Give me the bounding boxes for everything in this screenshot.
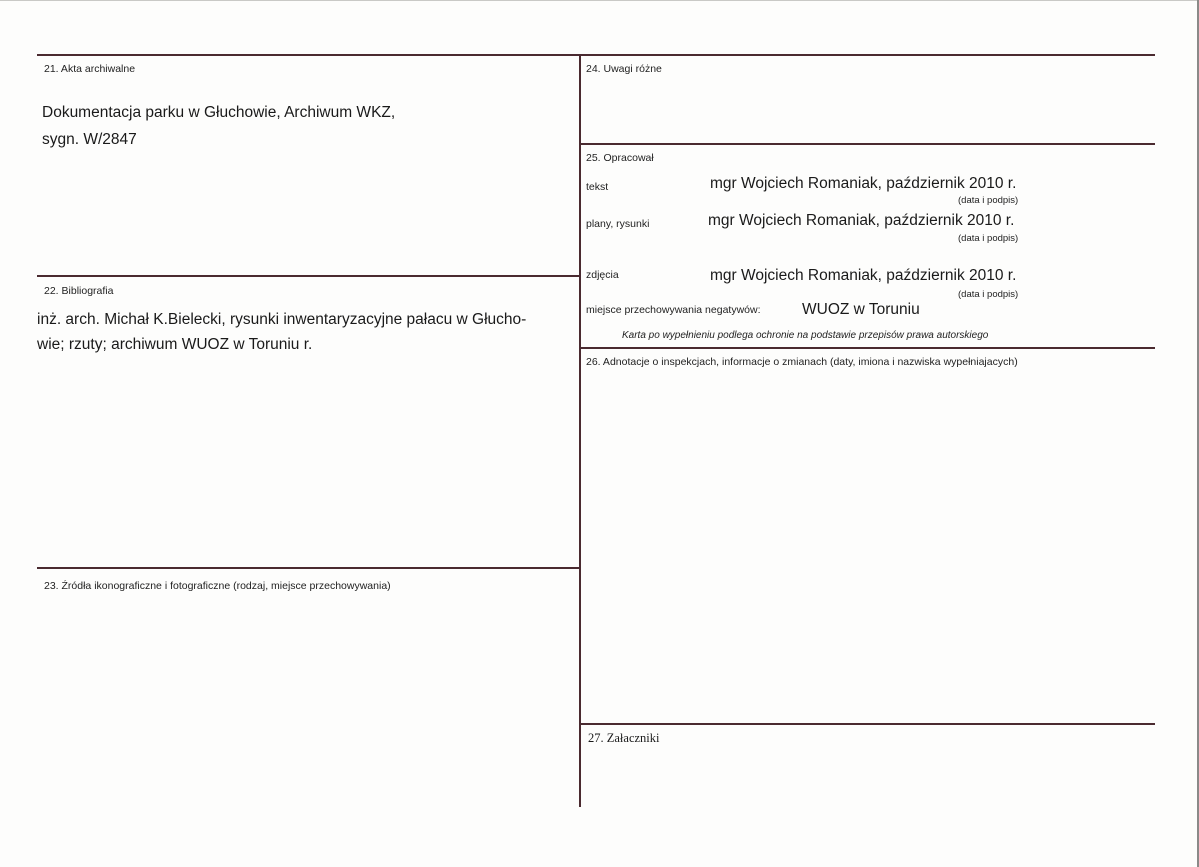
negatives-value: WUOZ w Toruniu xyxy=(802,301,920,318)
section-21-line2: sygn. W/2847 xyxy=(42,131,137,148)
section-22-line2: wie; rzuty; archiwum WUOZ w Toruniu r. xyxy=(37,336,313,353)
card-top-edge xyxy=(0,0,1199,1)
text-author-value: mgr Wojciech Romaniak, październik 2010 r. xyxy=(710,175,1017,192)
top-rule xyxy=(37,54,1155,56)
photos-author-value: mgr Wojciech Romaniak, październik 2010 r. xyxy=(710,267,1017,284)
photos-author-sub: (data i podpis) xyxy=(958,289,1019,300)
rule-21-22 xyxy=(37,275,580,277)
rule-24-25 xyxy=(579,143,1155,145)
plans-author-value: mgr Wojciech Romaniak, październik 2010 r. xyxy=(708,212,1015,229)
section-25-title: 25. Opracował xyxy=(586,152,654,164)
photos-author-label: zdjęcia xyxy=(586,269,619,281)
plans-author-sub: (data i podpis) xyxy=(958,233,1019,244)
section-23-title: 23. Źródła ikonograficzne i fotograficzne (rodzaj, miejsce przechowywania) xyxy=(44,580,391,592)
copyright-note: Karta po wypełnieniu podlega ochronie na podstawie przepisów prawa autorskiego xyxy=(622,330,989,341)
text-author-sub: (data i podpis) xyxy=(958,195,1019,206)
rule-26-27 xyxy=(579,723,1155,725)
center-divider xyxy=(579,54,581,807)
section-22-line1: inż. arch. Michał K.Bielecki, rysunki inwentaryzacyjne pałacu w Głucho- xyxy=(37,311,527,328)
rule-22-23 xyxy=(37,567,580,569)
rule-25-26 xyxy=(579,347,1155,349)
section-21-line1: Dokumentacja parku w Głuchowie, Archiwum WKZ, xyxy=(42,104,396,121)
plans-author-label: plany, rysunki xyxy=(586,218,650,230)
text-author-label: tekst xyxy=(586,181,609,193)
section-21-title: 21. Akta archiwalne xyxy=(44,63,136,75)
section-27-title: 27. Załaczniki xyxy=(588,731,660,745)
section-22-title: 22. Bibliografia xyxy=(44,285,114,297)
section-24-title: 24. Uwagi różne xyxy=(586,63,662,75)
section-26-title: 26. Adnotacje o inspekcjach, informacje o zmianach (daty, imiona i nazwiska wypełniajacych) xyxy=(586,356,1018,368)
negatives-label: miejsce przechowywania negatywów: xyxy=(586,304,761,316)
